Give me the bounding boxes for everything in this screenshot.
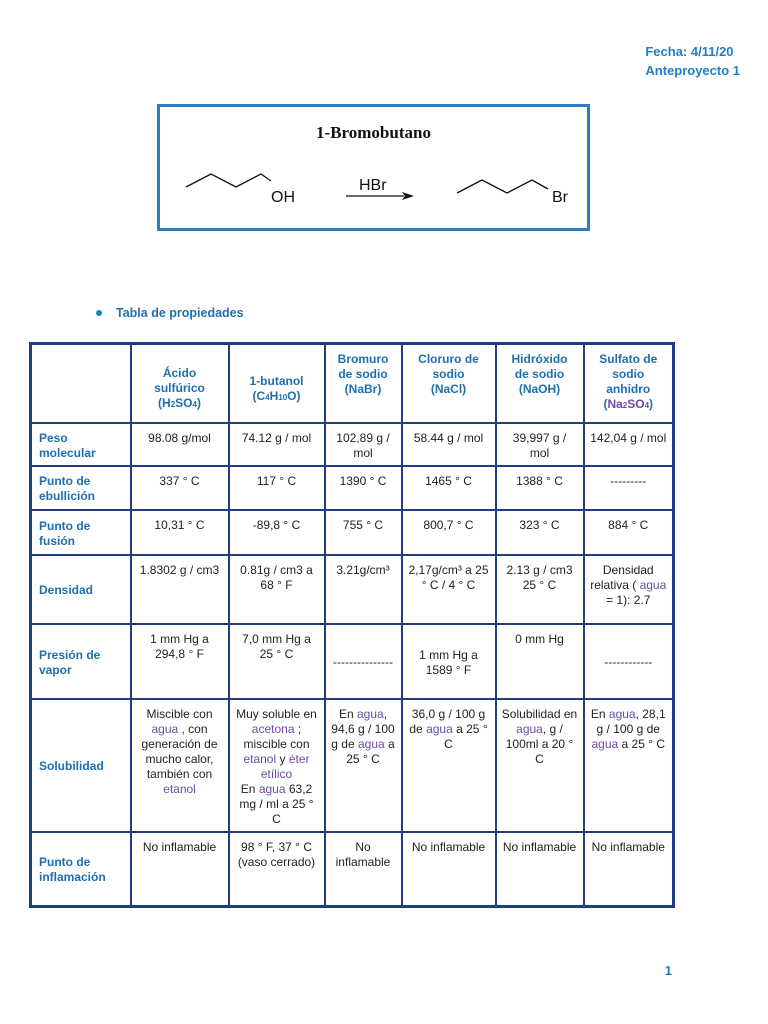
table-cell: 74.12 g / mol xyxy=(229,423,325,466)
col-header-line: (NaOH) xyxy=(518,382,561,396)
table-cell: --------------- xyxy=(325,624,402,699)
table-cell: No inflamable xyxy=(402,832,496,907)
row-label: Punto de ebullición xyxy=(31,466,131,510)
col-header-line: Hidróxido xyxy=(511,352,568,366)
header-row xyxy=(31,344,674,423)
project-label: Anteproyecto 1 xyxy=(645,63,740,78)
table-cell: 0 mm Hg xyxy=(496,624,584,699)
col-header-line: Cloruro de xyxy=(418,352,479,366)
col-header-line: sodio xyxy=(432,367,465,381)
table-cell: 39,997 g / mol xyxy=(496,423,584,466)
table-cell: 117 ° C xyxy=(229,466,325,510)
table-row xyxy=(31,423,674,466)
table-cell: Muy soluble en acetona ; miscible con etanol y éter etílico En agua 63,2 mg / ml a 25 ° C xyxy=(229,699,325,832)
table-cell: 1388 ° C xyxy=(496,466,584,510)
col-header-sulfato-sodio xyxy=(584,344,674,423)
table-cell: 10,31 ° C xyxy=(131,510,229,555)
table-cell: 337 ° C xyxy=(131,466,229,510)
col-header-cloruro-sodio xyxy=(402,344,496,423)
properties-table xyxy=(29,342,675,908)
table-cell: 98.08 g/mol xyxy=(131,423,229,466)
table-cell: No inflamable xyxy=(131,832,229,907)
col-header-line: (NaCl) xyxy=(430,382,467,396)
date-label: Fecha: 4/11/20 xyxy=(645,44,734,59)
table-row xyxy=(31,510,674,555)
table-cell: ------------ xyxy=(584,624,674,699)
table-cell: 1 mm Hg a 294,8 ° F xyxy=(131,624,229,699)
table-cell xyxy=(584,555,674,624)
table-cell: --------- xyxy=(584,466,674,510)
table-cell: Solubilidad en agua, g / 100ml a 20 ° C xyxy=(496,699,584,832)
col-header-line: (NaBr) xyxy=(344,382,382,396)
table-cell: 800,7 ° C xyxy=(402,510,496,555)
table-cell: 3.21g/cm³ xyxy=(325,555,402,624)
col-header-line: Bromuro xyxy=(337,352,389,366)
col-header-line: anhidro xyxy=(606,382,651,396)
table-cell: 142,04 g / mol xyxy=(584,423,674,466)
table-cell: En agua, 28,1 g / 100 g de agua a 25 ° C xyxy=(584,699,674,832)
reaction-scheme xyxy=(160,107,587,228)
col-header-1-butanol xyxy=(229,344,325,423)
document-header xyxy=(645,42,740,80)
table-cell: 102,89 g / mol xyxy=(325,423,402,466)
table-row xyxy=(31,466,674,510)
reagent-label: HBr xyxy=(359,177,387,194)
table-cell: 7,0 mm Hg a 25 ° C xyxy=(229,624,325,699)
table-row xyxy=(31,624,674,699)
col-header-line: Ácido xyxy=(162,366,197,381)
table-cell: 36,0 g / 100 g de agua a 25 ° C xyxy=(402,699,496,832)
table-cell: En agua, 94,6 g / 100 g de agua a 25 ° C xyxy=(325,699,402,832)
table-cell: 755 ° C xyxy=(325,510,402,555)
table-cell: 1390 ° C xyxy=(325,466,402,510)
table-cell: 1 mm Hg a 1589 ° F xyxy=(402,624,496,699)
table-cell: 323 ° C xyxy=(496,510,584,555)
row-label: Punto de fusión xyxy=(31,510,131,555)
col-header-line: Sulfato de xyxy=(599,352,658,366)
table-cell: 1.8302 g / cm3 xyxy=(131,555,229,624)
section-heading xyxy=(96,306,244,320)
formula: (Na2SO4) xyxy=(603,397,654,411)
table-cell: 98 ° F, 37 ° C (vaso cerrado) xyxy=(229,832,325,907)
table-cell: No inflamable xyxy=(584,832,674,907)
table-cell: 58.44 g / mol xyxy=(402,423,496,466)
col-header-acido-sulfurico xyxy=(131,344,229,423)
page-number: 1 xyxy=(664,963,672,978)
table-cell: 884 ° C xyxy=(584,510,674,555)
table-cell: 0.81g / cm3 a 68 ° F xyxy=(229,555,325,624)
br-group-label: Br xyxy=(552,189,568,206)
bullet-icon xyxy=(96,310,102,316)
reaction-box xyxy=(157,104,590,231)
col-header-line: de sodio xyxy=(514,367,565,381)
link-text: agua xyxy=(639,577,667,592)
col-header-bromuro-sodio xyxy=(325,344,402,423)
col-header-line: sulfúrico xyxy=(154,381,205,396)
table-cell: No inflamable xyxy=(496,832,584,907)
cell-text: Densidad relativa ( xyxy=(590,562,654,592)
row-label: Solubilidad xyxy=(31,699,131,832)
table-cell: No inflamable xyxy=(325,832,402,907)
row-label: Presión de vapor xyxy=(31,624,131,699)
row-label: Densidad xyxy=(31,555,131,624)
oh-group-label: OH xyxy=(271,189,295,206)
reaction-title: 1-Bromobutano xyxy=(316,123,431,142)
table-row xyxy=(31,555,674,624)
row-label: Peso molecular xyxy=(31,423,131,466)
corner-cell xyxy=(31,344,131,423)
cell-text: = 1): 2.7 xyxy=(606,592,651,607)
row-label: Punto de inflamación xyxy=(31,832,131,907)
bromobutane-chain xyxy=(457,180,548,193)
col-header-line: sodio xyxy=(612,367,645,381)
table-cell: 2.13 g / cm3 25 ° C xyxy=(496,555,584,624)
table-row xyxy=(31,832,674,907)
table-cell: Miscible con agua , con generación de mucho calor, también con etanol xyxy=(131,699,229,832)
col-header-line: de sodio xyxy=(338,367,388,381)
table-cell: -89,8 ° C xyxy=(229,510,325,555)
table-cell: 2,17g/cm³ a 25 ° C / 4 ° C xyxy=(402,555,496,624)
table-cell: 1465 ° C xyxy=(402,466,496,510)
formula: (H2SO4) xyxy=(158,396,201,411)
col-header-line: 1-butanol xyxy=(249,373,304,388)
formula: (C4H10O) xyxy=(252,388,301,403)
col-header-hidroxido-sodio xyxy=(496,344,584,423)
butanol-chain xyxy=(186,174,271,187)
table-row xyxy=(31,699,674,832)
section-title: Tabla de propiedades xyxy=(116,306,244,320)
